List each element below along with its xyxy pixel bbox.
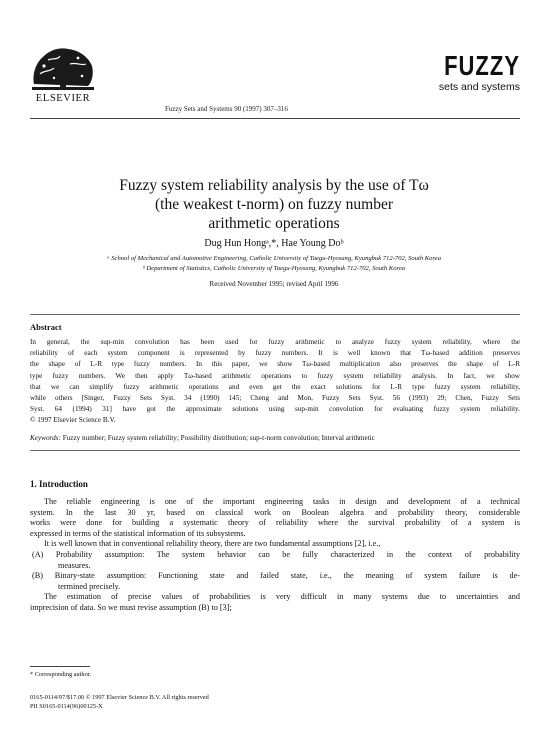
abstract-line: reliability of each system component is represented by fuzzy numbers. It is well known that Tω-based addition preserves	[30, 349, 520, 358]
section-heading: 1. Introduction	[30, 479, 88, 489]
body-line: The estimation of precise values of probabilities is very difficult in many systems due to uncertainties and	[44, 592, 520, 602]
affiliations	[40, 254, 508, 273]
pii-line: PII S0165-0114(96)00125-X	[30, 703, 103, 710]
copyright-block	[30, 693, 209, 711]
abstract-line: In general, the sup-min convolution has been used for fuzzy arithmetic to analyze fuzzy system reliability, where the	[30, 338, 520, 346]
title-line: arithmetic operations	[208, 215, 340, 232]
abstract-heading: Abstract	[30, 322, 62, 332]
authors: Dug Hun Hongᵃ,*, Hae Young Doᵇ	[204, 238, 344, 249]
abstract-line: Syst. 64 (1994) 31] have got the approximate solutions using sup-min convolution for evaluating fuzzy system reliability.	[30, 405, 520, 414]
footnote: * Corresponding author.	[30, 671, 92, 678]
received-date: Received November 1995; revised April 1996	[209, 280, 339, 288]
elsevier-logo	[30, 44, 96, 104]
body-line: measures.	[58, 560, 91, 570]
body-line: termined precisely.	[58, 581, 121, 591]
body-line: (A) Probability assumption: The system behavior can be fully characterized in the context of probability	[32, 549, 520, 559]
abstract-line: type fuzzy numbers. We then apply Tω-based arithmetic operations to fuzzy system reliability analysis. In fact, we show	[30, 371, 520, 380]
publisher-name: ELSEVIER	[35, 93, 91, 104]
abstract-body	[30, 337, 520, 427]
journal-logo-title: FUZZY	[444, 50, 520, 82]
keywords-list: Fuzzy number; Fuzzy system reliability; Possibility distribution; sup-t-norm convolution; Interval arithmetic	[62, 434, 375, 442]
abstract-bottom-divider	[30, 450, 520, 451]
keywords-label: Keywords:	[30, 434, 61, 442]
abstract-line: that we can simplify fuzzy arithmetic operations and even get the exact solutions for L-R type fuzzy system reliability,	[30, 382, 520, 391]
article-title	[40, 176, 508, 233]
affiliation-b: ᵇ Department of Statistics, Catholic University of Taegu-Hyosung, Kyungbuk 712-702, South Korea	[142, 264, 406, 272]
abstract-line: © 1997 Elsevier Science B.V.	[30, 416, 116, 425]
title-line: Fuzzy system reliability analysis by the use of Tω	[119, 177, 429, 194]
journal-reference: Fuzzy Sets and Systems 90 (1997) 307–316	[165, 105, 288, 113]
abstract-top-divider	[30, 314, 520, 315]
abstract-line: the shape of L-R type fuzzy numbers. In this paper, we show Tω-based multiplication also preserves the shape of L-R	[30, 360, 520, 369]
header-divider	[30, 118, 520, 119]
section-body	[30, 497, 520, 614]
copyright-line: 0165-0114/97/$17.00 © 1997 Elsevier Science B.V. All rights reserved	[30, 694, 209, 701]
affiliation-a: ᵃ School of Mechanical and Automotive Engineering, Catholic University of Taegu-Hyosung, Kyungbuk 712-702, South Korea	[106, 255, 442, 262]
body-line: system. In the last 30 yr, based on classical work on Boolean algebra and probability theory, considerable	[30, 507, 520, 517]
body-line: imprecision of data. So we must revise assumption (B) to [3];	[30, 602, 232, 612]
body-line: (B) Binary-state assumption: Functioning state and failed state, i.e., the meaning of system failure is de-	[32, 571, 520, 581]
journal-logo-subtitle: sets and systems	[438, 81, 520, 93]
body-line: It is well known that in conventional reliability theory, there are two fundamental assumptions [2], i.e.,	[44, 539, 381, 549]
tree-icon	[30, 44, 96, 92]
body-line: works were done for building a systematic theory of reliability where the survival probability of a system is	[30, 518, 520, 528]
footnote-divider	[30, 666, 90, 667]
body-line: The reliable engineering is one of the important engineering tasks in design and development of a technical	[44, 497, 520, 506]
title-line: (the weakest t-norm) on fuzzy number	[154, 196, 393, 213]
journal-logo	[430, 50, 520, 93]
body-line: expressed in terms of the statistical information of its subsystems.	[30, 528, 246, 538]
keywords	[30, 434, 520, 442]
abstract-line: while others [Singer, Fuzzy Sets Syst. 34 (1990) 145; Cheng and Mon, Fuzzy Sets Syst. 56 (1993) 29; Chen, Fuzzy Sets	[30, 394, 520, 403]
